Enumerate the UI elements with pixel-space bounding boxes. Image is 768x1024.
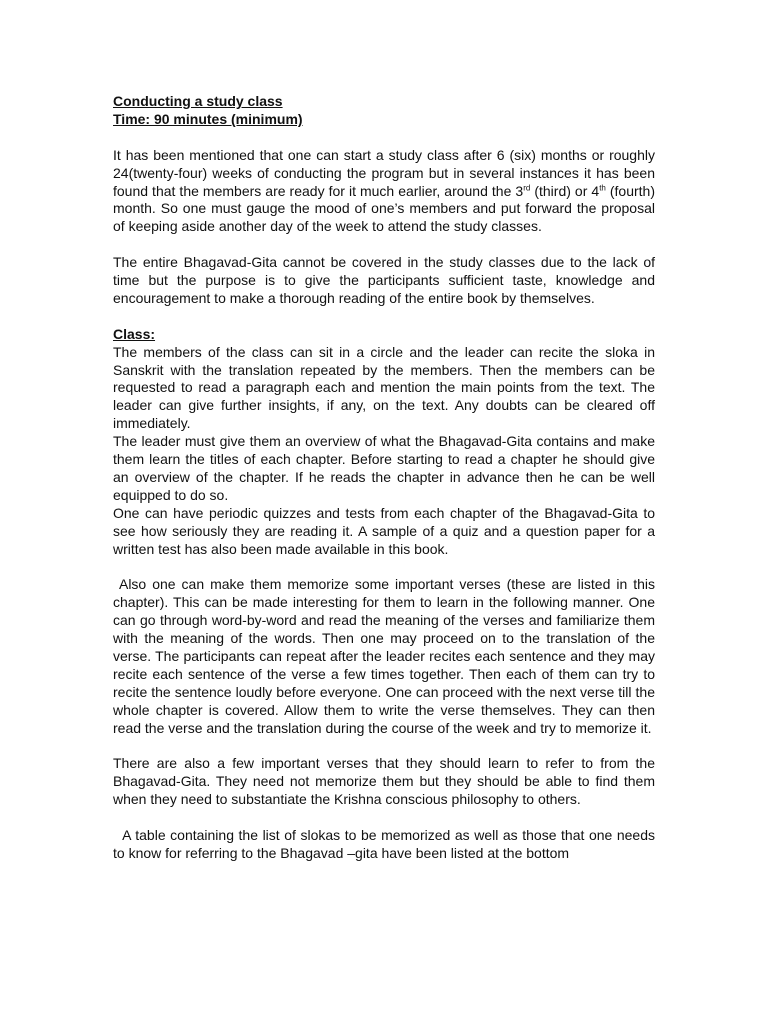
memorize-paragraph: Also one can make them memorize some important verses (these are listed in this chapter). This can be made interesting for them to learn in the following manner. One can go through word-by-word and read the meaning of the verses and familiarize them with the meaning of the words. Then one may proceed on to the translation of the verse. The participants can repeat after the leader recites each sentence and they may recite each sentence of the verse a few times together. Then each of them can try to recite the sentence loudly before everyone. One can proceed with the next verse till the whole chapter is covered. Allow them to write the verse themselves. They can then read the verse and the translation during the course of the week and try to memorize it. [113,576,659,736]
intro-text-1: It has been mentioned that one can start a study class after 6 (six) months or roughly 24(twenty-four) weeks of conducting the program but in several instances it has been found that the members are ready for it much earlier, around the 3 [113,146,655,199]
document-body [113,93,659,863]
spacer [113,236,655,254]
superscript-th: th [599,182,606,192]
spacer [113,559,655,577]
class-paragraph: The leader must give them an overview of what the Bhagavad-Gita contains and make them learn the titles of each chapter. Before starting to read a chapter he should give an overview of the chapter. If he reads the chapter in advance then he can be well equipped to do so. [113,433,655,503]
superscript-rd: rd [523,182,531,192]
intro-text-3: (fourth) month. So one must gauge the mood of one’s members and put forward the proposal of keeping aside another day of the week to attend the study classes. [113,182,656,235]
spacer [113,129,655,147]
document-time: Time: 90 minutes (minimum) [113,110,303,127]
reference-paragraph: There are also a few important verses that they should learn to refer to from the Bhagavad-Gita. They need not memorize them but they should be able to find them when they need to substantiate the Krishna conscious philosophy to others. [113,755,655,808]
class-heading: Class: [113,325,156,342]
intro-text-2: (third) or 4 [530,182,600,199]
purpose-paragraph: The entire Bhagavad-Gita cannot be covered in the study classes due to the lack of time but the purpose is to give the participants sufficient taste, knowledge and encouragement to make a thorough reading of the entire book by themselves. [113,254,655,306]
intro-paragraph [113,147,655,237]
class-paragraph: One can have periodic quizzes and tests from each chapter of the Bhagavad-Gita to see how seriously they are reading it. A sample of a quiz and a question paper for a written test has also been made available in this book. [113,504,655,557]
class-paragraph: The members of the class can sit in a circle and the leader can recite the sloka in Sanskrit with the translation repeated by the members. Then the members can be requested to read a paragraph each and mention the main points from the text. The leader can give further insights, if any, on the text. Any doubts can be cleared off immediately. [113,343,655,432]
table-note-paragraph: A table containing the list of slokas to be memorized as well as those that one needs to know for referring to the Bhagavad –gita have been listed at the bottom [113,827,659,861]
spacer [113,308,655,326]
spacer [113,809,655,827]
spacer [113,738,655,756]
document-title: Conducting a study class [113,93,283,109]
